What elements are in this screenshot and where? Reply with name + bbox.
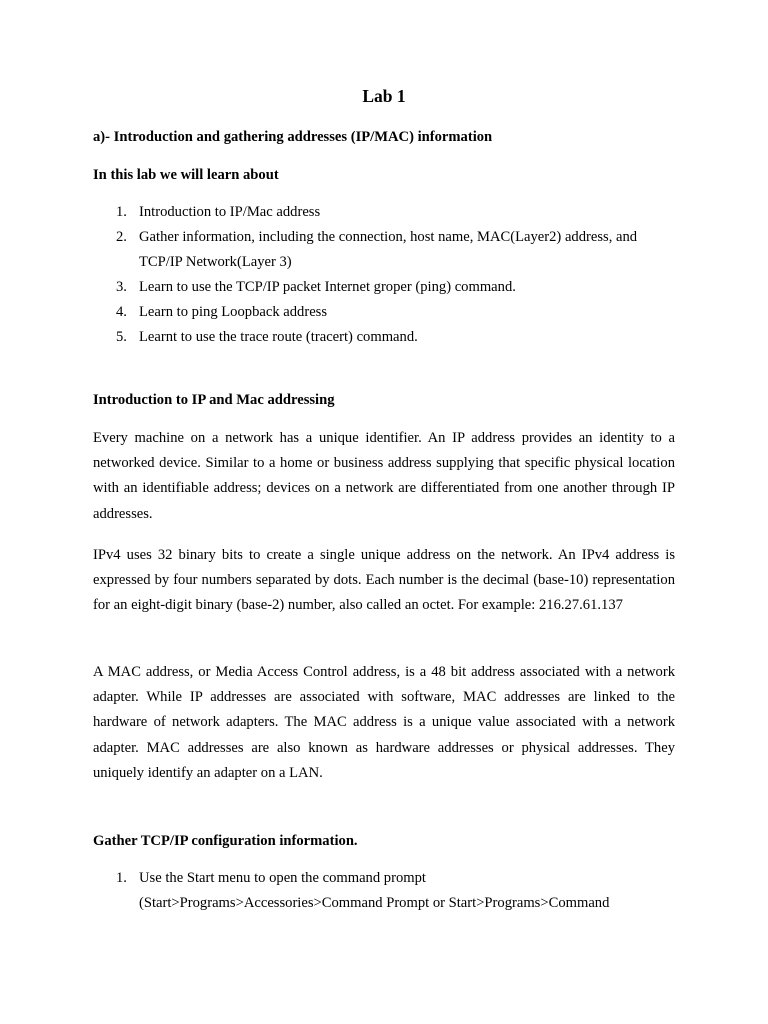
list-item: [93, 866, 609, 916]
objectives-list: [93, 200, 637, 350]
list-text-continued: (Start>Programs>Accessories>Command Prompt or Start>Programs>Command: [139, 895, 610, 911]
gather-steps-list: [93, 866, 609, 916]
list-item: [93, 225, 637, 275]
list-number: 3.: [116, 279, 127, 295]
list-number: 5.: [116, 329, 127, 345]
list-text: Use the Start menu to open the command prompt: [139, 870, 426, 886]
list-number: 4.: [116, 304, 127, 320]
ip-mac-heading: Introduction to IP and Mac addressing: [93, 392, 335, 408]
list-text: Introduction to IP/Mac address: [139, 204, 321, 220]
list-text: Learnt to use the trace route (tracert) command.: [139, 329, 418, 345]
list-number: 1.: [116, 204, 127, 220]
section-a-heading: a)- Introduction and gathering addresses (IP/MAC) information: [93, 129, 493, 145]
list-text: Learn to ping Loopback address: [139, 304, 328, 320]
ip-mac-paragraph-3: A MAC address, or Media Access Control address, is a 48 bit address associated with a network adapter. While IP addresses are associated with software, MAC addresses are linked to the hardware of network adapters. The MAC address is a unique value associated with a network adapter. MAC addresses are also known as hardware addresses or physical addresses. They uniquely identify an adapter on a LAN.: [93, 664, 675, 781]
list-text-continued: TCP/IP Network(Layer 3): [139, 254, 292, 270]
list-number: 2.: [116, 229, 127, 245]
page-title: Lab 1: [362, 86, 406, 106]
ip-mac-paragraph-1: Every machine on a network has a unique identifier. An IP address provides an identity to a networked device. Similar to a home or business address supplying that specific physical location with an identifiable address; devices on a network are differentiated from one another through IP addresses.: [93, 430, 675, 522]
list-text: Gather information, including the connection, host name, MAC(Layer2) address, and: [139, 229, 638, 245]
list-item: [93, 300, 637, 325]
section-a-intro: In this lab we will learn about: [93, 167, 279, 183]
list-item: [93, 200, 637, 225]
list-number: 1.: [116, 870, 127, 886]
list-text: Learn to use the TCP/IP packet Internet groper (ping) command.: [139, 279, 516, 295]
list-item: [93, 325, 637, 350]
ip-mac-paragraph-2: IPv4 uses 32 binary bits to create a single unique address on the network. An IPv4 address is expressed by four numbers separated by dots. Each number is the decimal (base-10) representation for an eight-digit binary (base-2) number, also called an octet. For example: 216.27.61.137: [93, 547, 675, 614]
gather-heading: Gather TCP/IP configuration information.: [93, 833, 358, 849]
list-item: [93, 275, 637, 300]
